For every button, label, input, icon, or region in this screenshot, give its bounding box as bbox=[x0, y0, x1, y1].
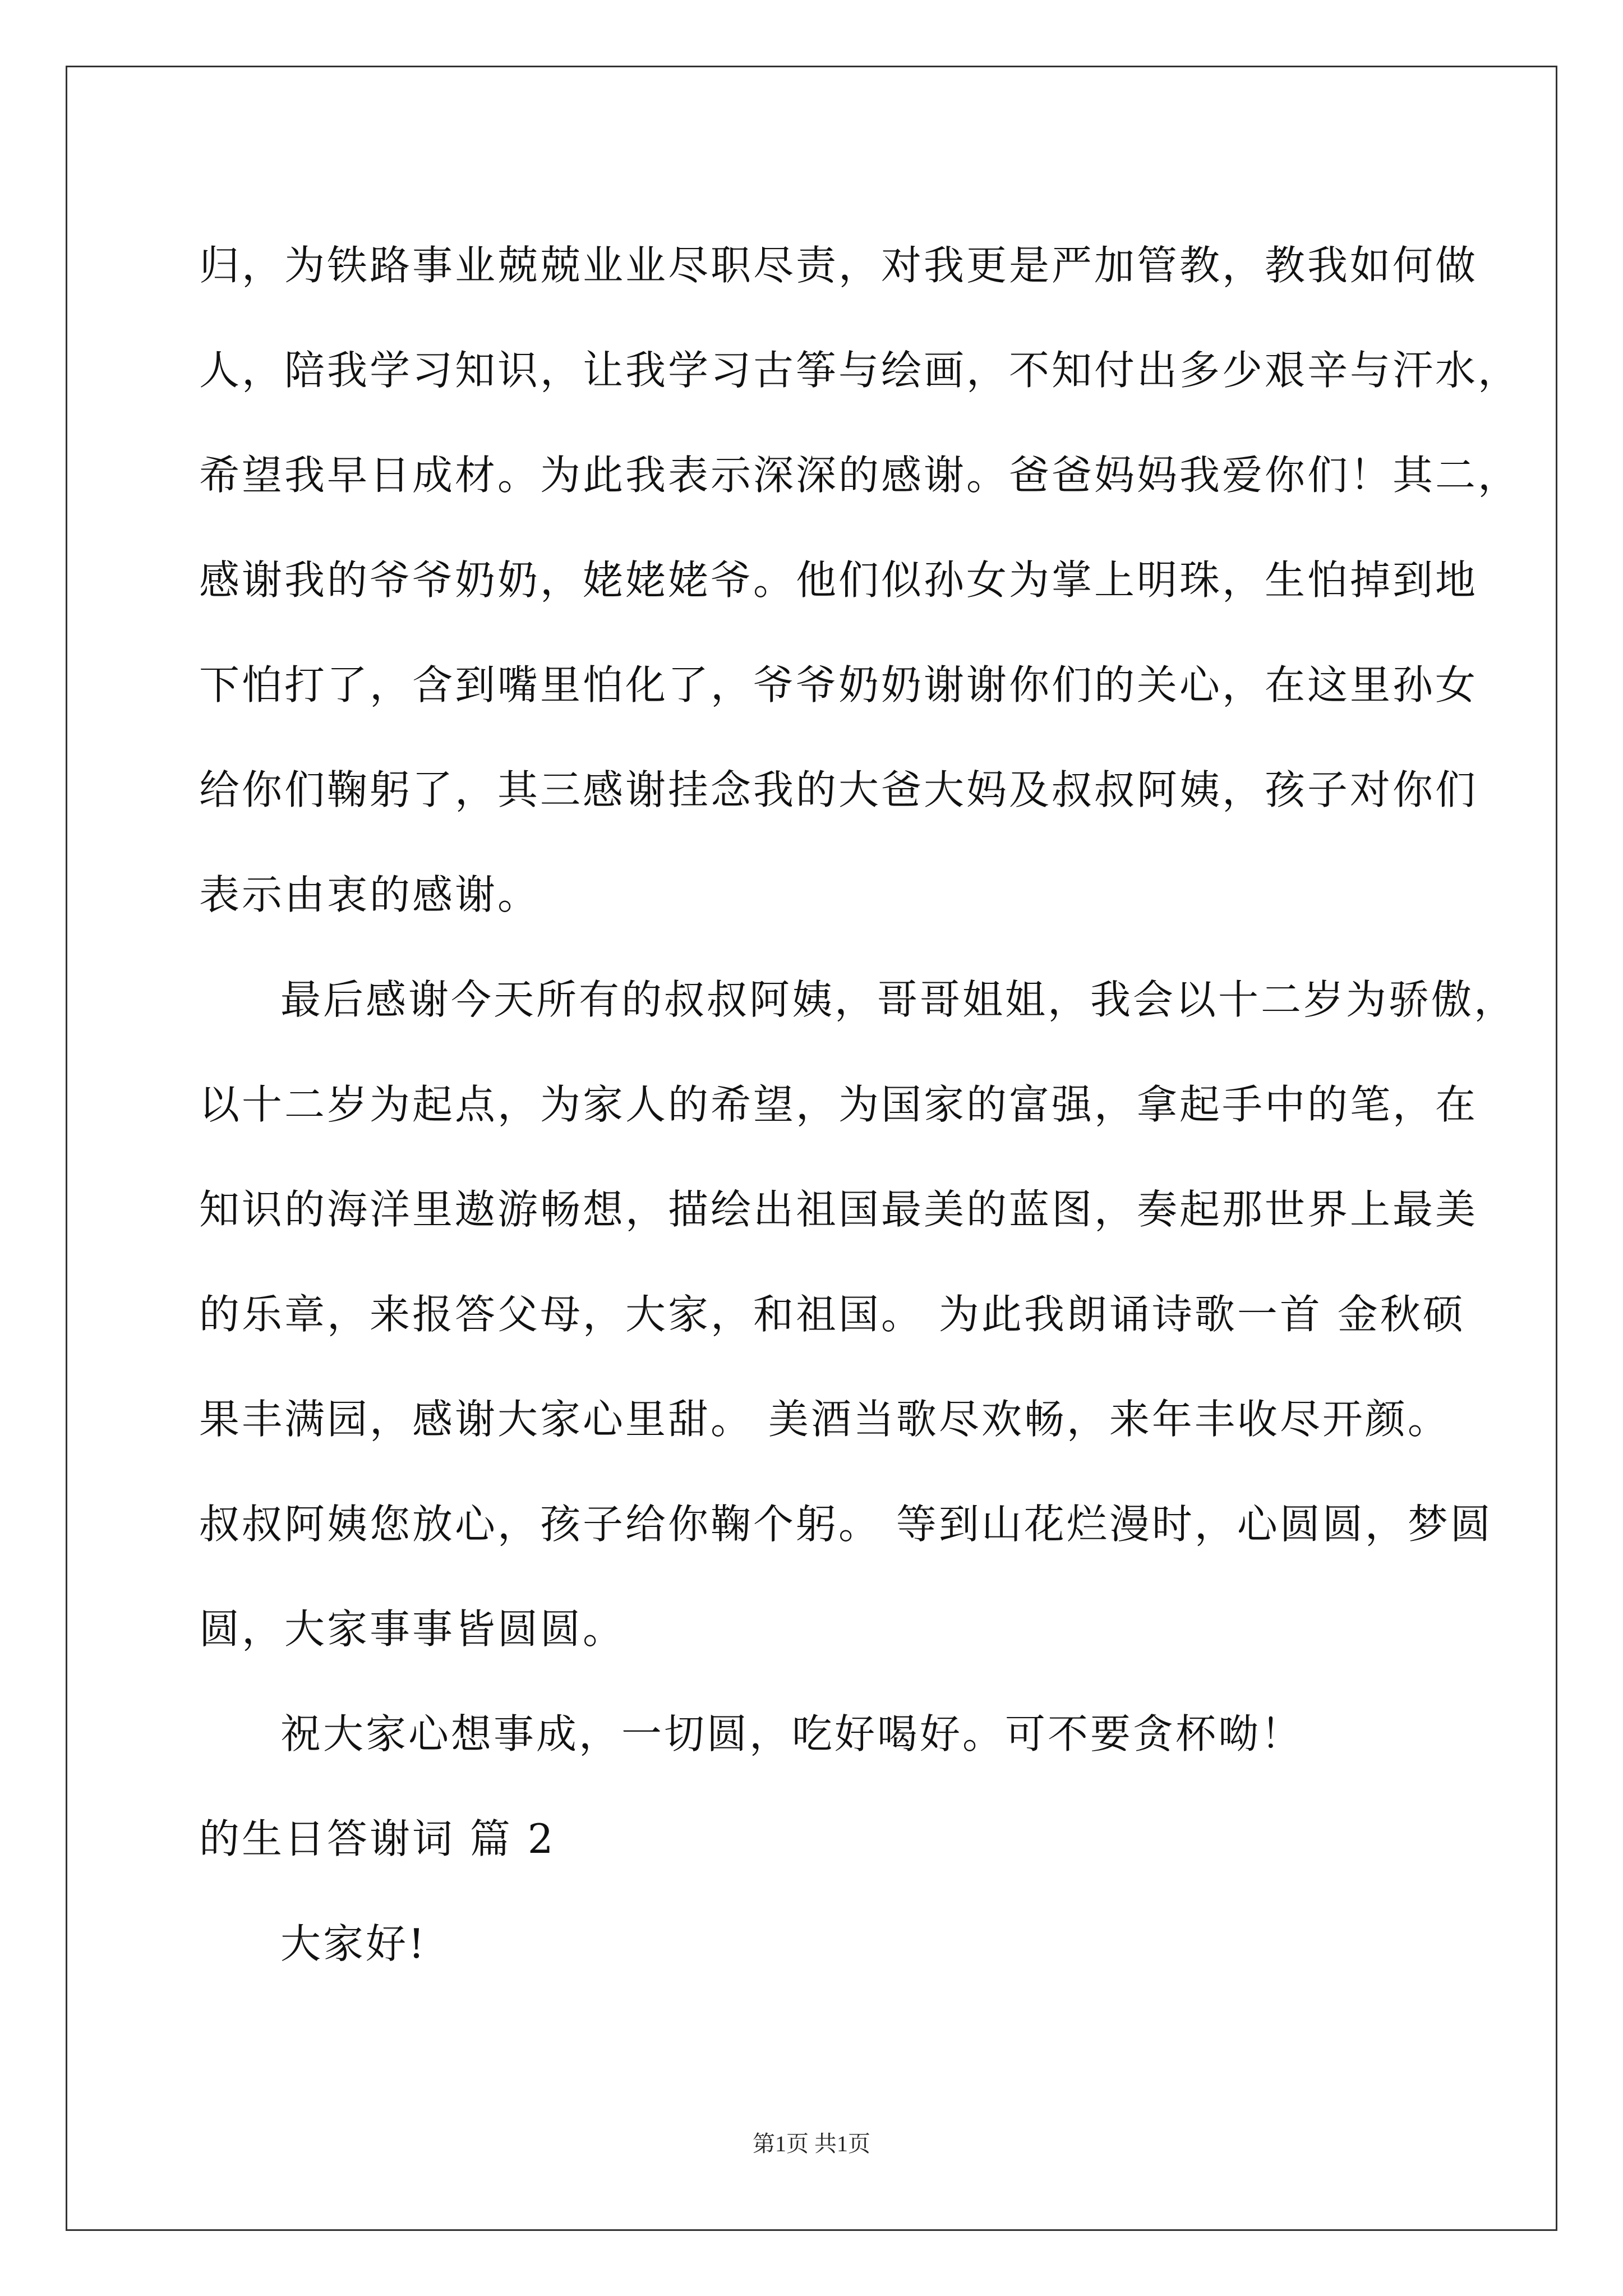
document-body bbox=[199, 213, 1521, 1996]
text-line: 下怕打了，含到嘴里怕化了，爷爷奶奶谢谢你们的关心，在这里孙女 bbox=[199, 661, 1478, 708]
text-line: 叔叔阿姨您放心，孩子给你鞠个躬。 等到山花烂漫时，心圆圆，梦圆 bbox=[199, 1501, 1493, 1548]
text-line: 圆，大家事事皆圆圆。 bbox=[199, 1605, 626, 1653]
text-line: 感谢我的爷爷奶奶，姥姥姥爷。他们似孙女为掌上明珠，生怕掉到地 bbox=[199, 556, 1478, 604]
text-line: 表示由衷的感谢。 bbox=[199, 871, 541, 918]
text-line: 知识的海洋里遨游畅想，描绘出祖国最美的蓝图，奏起那世界上最美 bbox=[199, 1186, 1478, 1233]
text-line: 的乐章，来报答父母，大家，和祖国。 为此我朗诵诗歌一首 金秋硕 bbox=[199, 1291, 1465, 1338]
text-line: 果丰满园，感谢大家心里甜。 美酒当歌尽欢畅，来年丰收尽开颜。 bbox=[199, 1396, 1450, 1443]
text-line: 大家好! bbox=[280, 1920, 427, 1967]
section-heading: 的生日答谢词 篇 2 bbox=[199, 1815, 556, 1862]
text-line: 归，为铁路事业兢兢业业尽职尽责，对我更是严加管教，教我如何做 bbox=[199, 242, 1478, 289]
text-line: 希望我早日成材。为此我表示深深的感谢。爸爸妈妈我爱你们！其二， bbox=[199, 452, 1521, 499]
text-line: 人，陪我学习知识，让我学习古筝与绘画，不知付出多少艰辛与汗水， bbox=[199, 347, 1521, 394]
text-line: 祝大家心想事成，一切圆，吃好喝好。可不要贪杯呦！ bbox=[280, 1710, 1304, 1757]
text-line: 最后感谢今天所有的叔叔阿姨，哥哥姐姐，我会以十二岁为骄傲， bbox=[280, 976, 1517, 1023]
text-line: 给你们鞠躬了，其三感谢挂念我的大爸大妈及叔叔阿姨，孩子对你们 bbox=[199, 766, 1478, 813]
text-line: 以十二岁为起点，为家人的希望，为国家的富强，拿起手中的笔，在 bbox=[199, 1081, 1478, 1128]
page-footer: 第1页 共1页 bbox=[753, 2131, 870, 2156]
